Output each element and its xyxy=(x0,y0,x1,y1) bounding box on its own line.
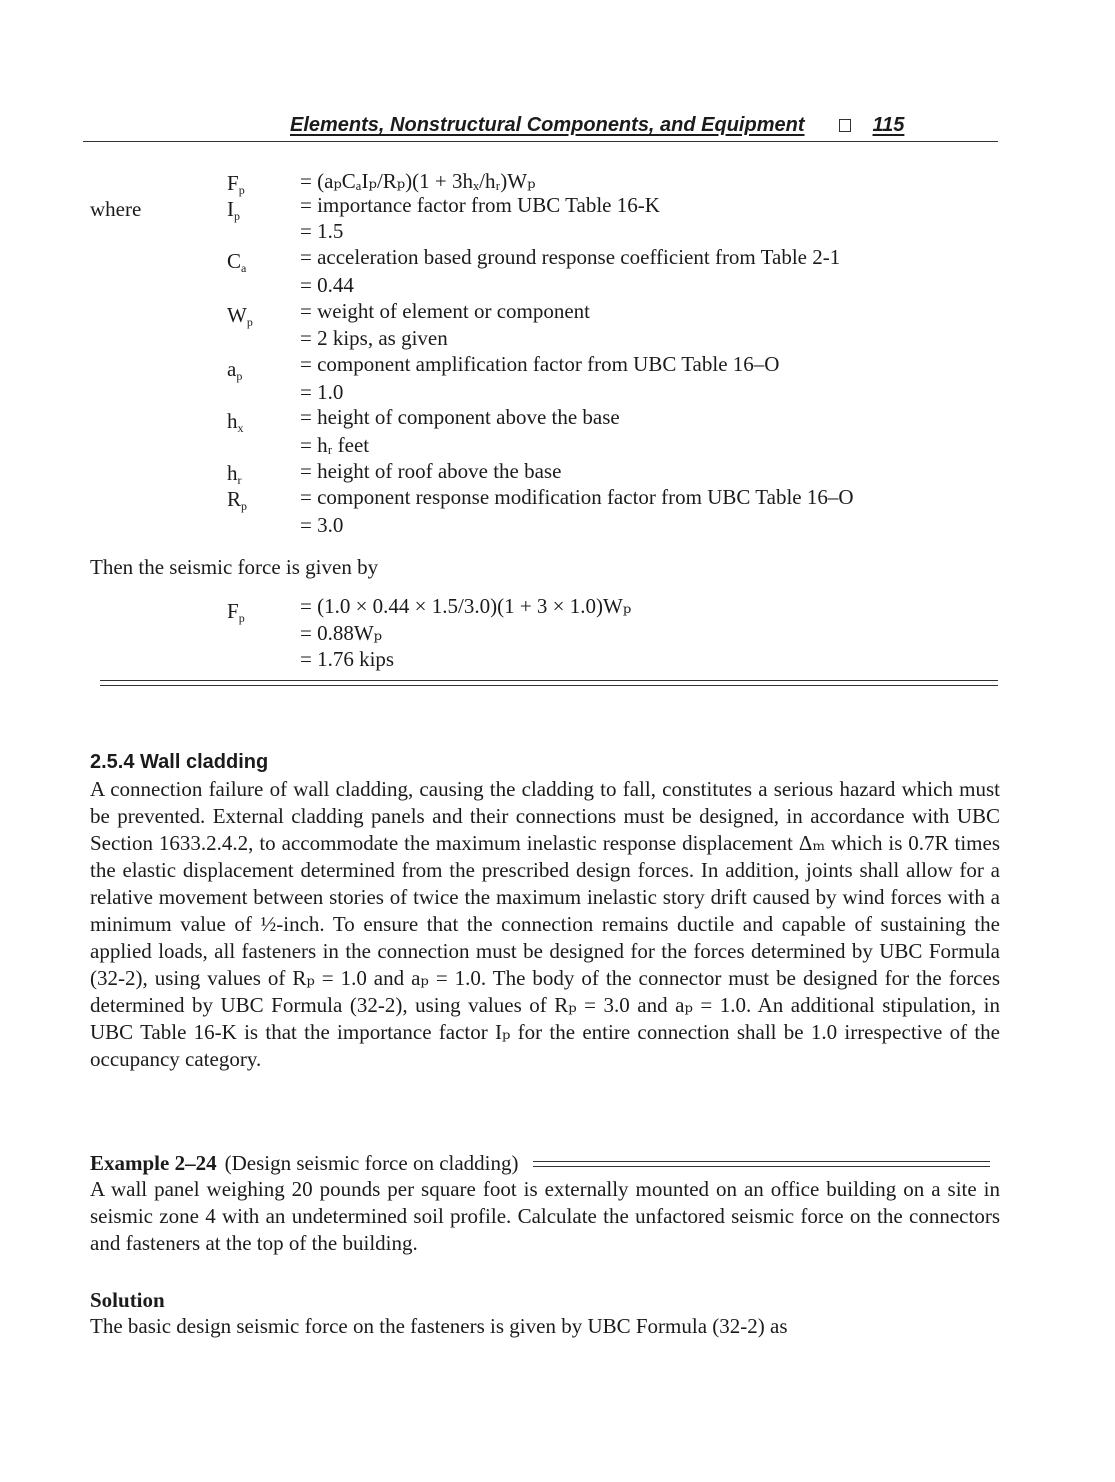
definition-text: = component response modification factor from UBC Table 16–O xyxy=(300,485,854,509)
symbol: $h_x$ xyxy=(227,409,244,435)
example-label: Example 2–24 xyxy=(90,1151,217,1175)
definition-text: = height of roof above the base xyxy=(300,459,562,483)
section-body: A connection failure of wall cladding, causing the cladding to fall, constitutes a serious hazard which must be prevented. External cladding panels and their connections must be designed, in accordance with UBC Section 1633.2.4.2, to accommodate the maximum inelastic response displacement Δₘ which is 0.7R times the elastic displacement determined from the prescribed design forces. In addition, joints shall allow for a relative movement between stories of twice the maximum inelastic story drift caused by wind forces with a minimum value of ½-inch. To ensure that the connection remains ductile and capable of sustaining the applied loads, all fasteners in the connection must be designed for the forces determined by UBC Formula (32-2), using values of Rₚ = 1.0 and aₚ = 1.0. The body of the connector must be designed for the forces determined by UBC Formula (32-2), using values of Rₚ = 3.0 and aₚ = 1.0. An additional stipulation, in UBC Table 16-K is that the importance factor Iₚ for the entire connection shall be 1.0 irrespective of the occupancy category. xyxy=(90,777,1000,1071)
symbol: $I_p$ xyxy=(227,197,240,223)
symbol: $a_p$ xyxy=(227,357,243,383)
example-rule xyxy=(533,1161,990,1167)
result-text: = 1.76 kips xyxy=(300,647,395,671)
definition-text: = 1.5 xyxy=(300,219,344,243)
example-caption: (Design seismic force on cladding) xyxy=(224,1151,519,1175)
definition-text: = height of component above the base xyxy=(300,405,620,429)
square-bullet-icon xyxy=(839,119,851,132)
example-body: A wall panel weighing 20 pounds per square foot is externally mounted on an office building on a site in seismic zone 4 with an undetermined soil profile. Calculate the unfactored seismic force on the connectors and fasteners at the top of the building. xyxy=(90,1177,1000,1255)
definition-text: = component amplification factor from UBC Table 16–O xyxy=(300,352,780,376)
page-number: 115 xyxy=(872,114,905,136)
definition-text: = acceleration based ground response coefficient from Table 2-1 xyxy=(300,245,841,269)
then-text: Then the seismic force is given by xyxy=(90,555,379,579)
symbol: $F_p$ xyxy=(227,171,245,197)
definition-text: = 0.44 xyxy=(300,273,354,297)
where-label: where xyxy=(90,197,142,221)
running-header-title: Elements, Nonstructural Components, and Equipment xyxy=(290,114,805,136)
symbol: $C_a$ xyxy=(227,249,247,275)
symbol: $W_p$ xyxy=(227,303,253,329)
definition-text: = hᵣ feet xyxy=(300,433,370,457)
symbol: $F_p$ xyxy=(227,599,245,625)
result-text: = (1.0 × 0.44 × 1.5/3.0)(1 + 3 × 1.0)Wₚ xyxy=(300,594,632,618)
definition-text: = 3.0 xyxy=(300,513,344,537)
symbol: $h_r$ xyxy=(227,461,242,487)
symbol: $R_p$ xyxy=(227,487,248,513)
definition-text: = (aₚCₐIₚ/Rₚ)(1 + 3hₓ/hᵣ)Wₚ xyxy=(300,169,536,193)
example-heading xyxy=(90,1151,1000,1176)
result-text: = 0.88Wₚ xyxy=(300,621,383,645)
section-divider xyxy=(100,680,998,686)
solution-body: The basic design seismic force on the fasteners is given by UBC Formula (32-2) as xyxy=(90,1314,788,1338)
running-header xyxy=(290,114,995,137)
definition-text: = 2 kips, as given xyxy=(300,326,448,350)
header-rule xyxy=(83,141,998,142)
definition-text: = 1.0 xyxy=(300,380,344,404)
section-heading: 2.5.4 Wall cladding xyxy=(90,751,269,773)
definition-text: = weight of element or component xyxy=(300,299,591,323)
solution-heading: Solution xyxy=(90,1288,165,1312)
definition-text: = importance factor from UBC Table 16-K xyxy=(300,193,660,217)
